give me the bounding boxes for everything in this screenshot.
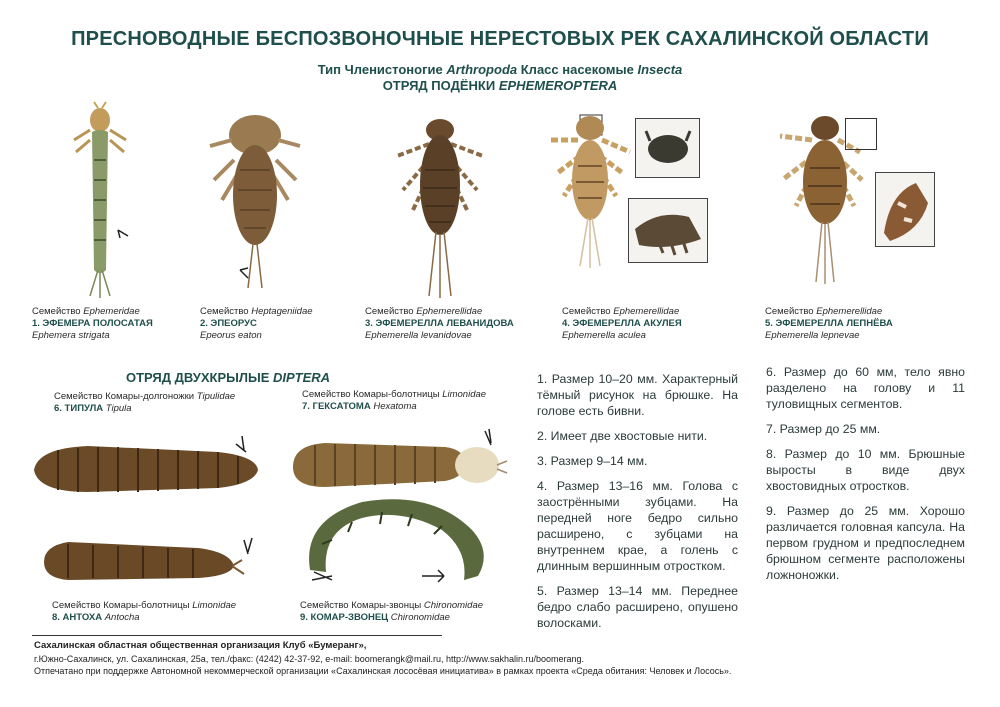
specimen-tipula — [28, 430, 268, 500]
caption-hexatoma: Семейство Комары-болотницы Limonidae 7. ГЕКСАТОМА Hexatoma — [302, 389, 487, 412]
caption-epeorus: Семейство Heptageniidae 2. ЭПЕОРУС Epeorus eaton — [200, 306, 313, 341]
description-3: 3. Размер 9–14 мм. — [537, 454, 648, 468]
descriptions-left — [537, 371, 738, 640]
description-8: 8. Размер до 10 мм. Брюшные выросты в виде двух хвостовидных отростков. — [766, 447, 965, 493]
description-4: 4. Размер 13–16 мм. Голова с заострёнными зубцами. На передней ноге бедро сильно расширено, с зубцами на внутреннем крае, а голень с длинным вершинным отростком. — [537, 479, 738, 573]
specimen-epeorus — [200, 110, 310, 290]
footer-org: Сахалинская областная общественная организация Клуб «Бумеранг», — [34, 640, 367, 651]
classification-header — [0, 62, 1000, 94]
leg-detail-inset — [628, 198, 708, 263]
chironomidae-image — [292, 490, 522, 600]
type-class-line: Тип Членистоногие Arthropoda Класс насекомые Insecta — [317, 62, 683, 77]
specimen-ephemera-strigata — [60, 100, 140, 300]
footer-divider — [32, 635, 442, 636]
footer-support: Отпечатано при поддержке Автономной некоммерческой организации «Сахалинская лососёвая инициатива» в рамках проекта «Среда обитания: Человек и Лосось». — [34, 666, 732, 676]
caption-ephemera-strigata: Семейство Ephemeridae 1. ЭФЕМЕРА ПОЛОСАТАЯ Ephemera strigata — [32, 306, 153, 341]
ephemerella-levanidovae-image — [385, 110, 495, 300]
specimen-antocha — [38, 520, 263, 590]
caption-ephemerella-aculea: Семейство Ephemerellidae 4. ЭФЕМЕРЕЛЛА АКУЛЕЯ Ephemerella aculea — [562, 306, 682, 341]
specimen-ephemerella-lepnevae — [770, 110, 940, 290]
description-9: 9. Размер до 25 мм. Хорошо различается головная капсула. На первом грудном и предпоследнем брюшном сегменте расположены ложноножки. — [766, 504, 965, 582]
order-mayflies-heading: ОТРЯД ПОДЁНКИ EPHEMEROPTERA — [382, 78, 618, 93]
leg-highlight-box — [845, 118, 877, 150]
head-detail-inset — [635, 118, 700, 178]
specimen-chironomidae — [292, 490, 522, 600]
order-diptera-heading: ОТРЯД ДВУХКРЫЛЫЕ DIPTERA — [126, 370, 331, 385]
specimen-hexatoma — [285, 425, 515, 495]
footer-address: г.Южно-Сахалинск, ул. Сахалинская, 25а, тел./факс: (4242) 42-37-92, e-mail: boomerangk@mail.ru, http://www.sakhalin.ru/boomerang. — [34, 653, 585, 664]
description-5: 5. Размер 13–14 мм. Переднее бедро слабо расширено, опушено волосками. — [537, 584, 738, 630]
hexatoma-image — [285, 425, 515, 495]
description-6: 6. Размер до 60 мм, тело явно разделено на голову и 11 туловищных сегментов. — [766, 365, 965, 411]
caption-ephemerella-levanidovae: Семейство Ephemerellidae 3. ЭФЕМЕРЕЛЛА ЛЕВАНИДОВА Ephemerella levanidovae — [365, 306, 514, 341]
specimen-ephemerella-levanidovae — [385, 110, 495, 300]
page-title: ПРЕСНОВОДНЫЕ БЕСПОЗВОНОЧНЫЕ НЕРЕСТОВЫХ РЕК САХАЛИНСКОЙ ОБЛАСТИ — [71, 28, 929, 50]
tipula-image — [28, 430, 268, 500]
footer — [34, 640, 731, 678]
antocha-image — [38, 520, 263, 590]
epeorus-image — [200, 110, 310, 290]
caption-tipula: Семейство Комары-долгоножки Tipulidae 6. ТИПУЛА Tipula — [54, 391, 236, 414]
descriptions-right — [766, 364, 965, 592]
description-1: 1. Размер 10–20 мм. Характерный тёмный рисунок на брюшке. На голове есть бивни. — [537, 372, 738, 418]
caption-ephemerella-lepnevae: Семейство Ephemerellidae 5. ЭФЕМЕРЕЛЛА ЛЕПНЁВА Ephemerella lepnevae — [765, 306, 893, 341]
specimen-ephemerella-aculea — [540, 110, 710, 270]
caption-chironomidae: Семейство Комары-звонцы Chironomidae 9. КОМАР-ЗВОНЕЦ Chironomidae — [300, 600, 484, 623]
description-2: 2. Имеет две хвостовые нити. — [537, 429, 708, 443]
description-7: 7. Размер до 25 мм. — [766, 422, 881, 436]
ephemera-strigata-image — [60, 100, 140, 300]
caption-antocha: Семейство Комары-болотницы Limonidae 8. АНТОХА Antocha — [52, 600, 237, 623]
leg-detail-inset — [875, 172, 935, 247]
